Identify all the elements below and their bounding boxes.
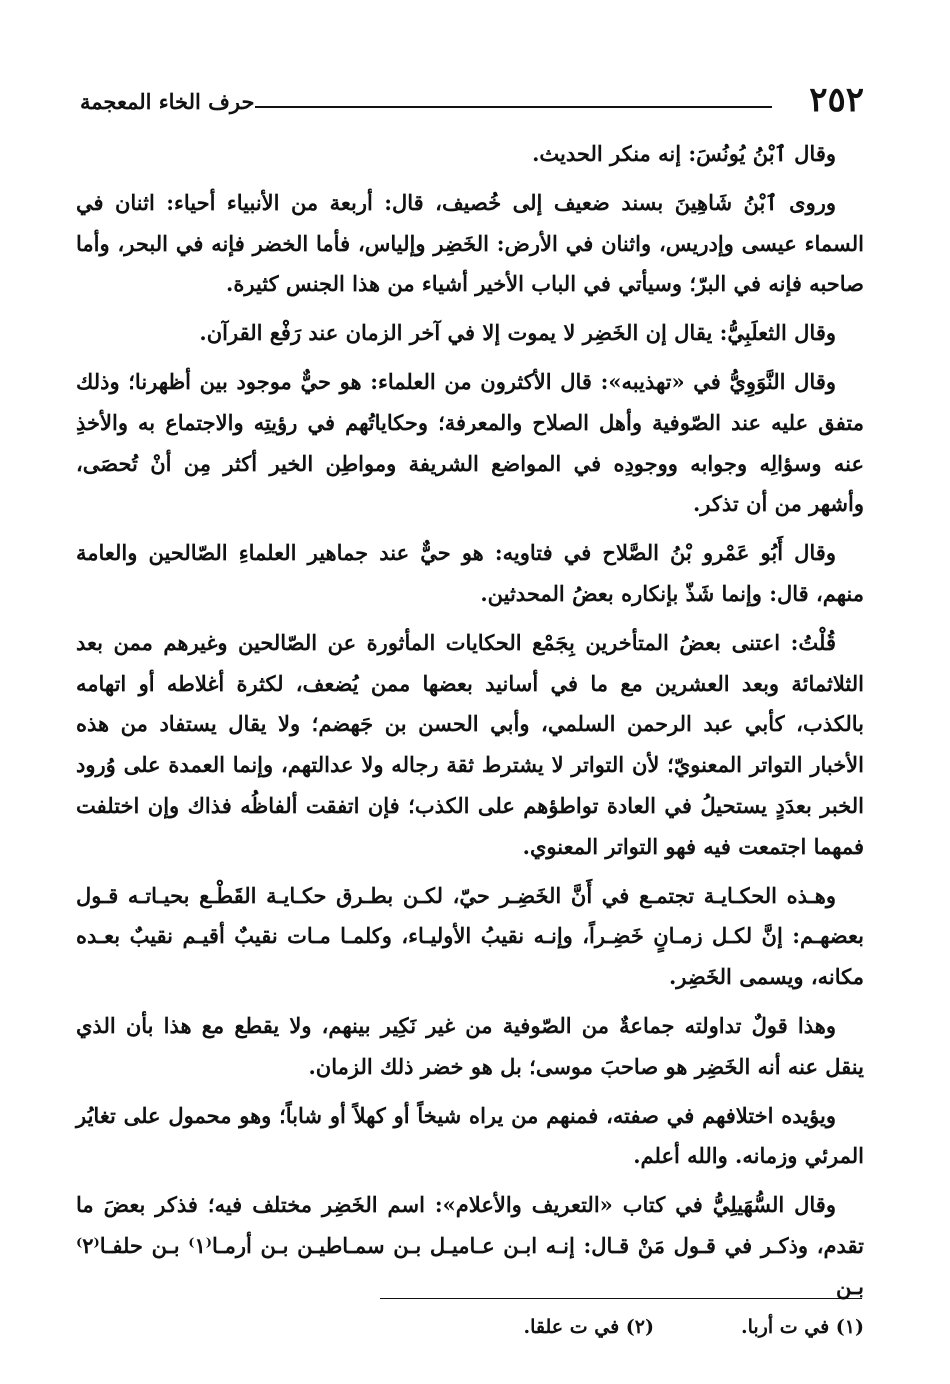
paragraph: وقال أَبُو عَمْرو بْنُ الصَّلاح في فتاويه: هو حيٌّ عند جماهير العلماءِ الصّالحين والعامة منهم، قال: وإنما شَذّ بإنكاره بعضُ المحدثين. [76, 540, 864, 606]
footnotes [80, 1314, 864, 1344]
paragraph: وقال النَّوَوِيُّ في «تهذيبه»: قال الأكثرون من العلماء: هو حيٌّ موجود بين أظهرنا؛ وذلك متفق عليه عند الصّوفية وأهل الصلاح والمعرفة؛ وحكاياتُهم في رؤيتِه والاجتماع به والأخذِ عنه وسؤالِه وجوابه ووجودِه في المواضع الشريفة ومواطِن الخير أكثر مِن أنْ تُحصَى، وأشهر من أن تذكر. [76, 368, 864, 517]
paragraph: وقال ٱبْنُ يُونُسَ: إنه منكر الحديث. [532, 141, 836, 166]
paragraph: ويؤيده اختلافهم في صفته، فمنهم من يراه شيخاً أو كهلاً أو شاباً؛ وهو محمول على تغايُر المرئي وزمانه. والله أعلم. [76, 1102, 864, 1169]
footnote-2: (٢) في ت علقا. [523, 1316, 654, 1338]
page-number: ٢٥٢ [809, 80, 864, 120]
paragraph: وروى ٱبْنُ شَاهِينَ بسند ضعيف إلى خُصيف، قال: أربعة من الأنبياء أحياء: اثنان في السماء عيسى وإدريس، واثنان في الأرض: الخَضِر وإلياس، فأما الخضر فإنه في البحر، وأما صاحبه فإنه في البرّ؛ وسيأتي في الباب الأخير أشياء من هذا الجنس كثيرة. [76, 189, 864, 297]
header-rule [255, 106, 772, 108]
paragraph: وقال السُّهَيلِيُّ في كتاب «التعريف والأعلام»: اسم الخَضِر مختلف فيه؛ فذكر بعضَ ما تقدم، وذكـر في قـول مَنْ قـال: إنـه ابـن عـاميـل بـن سمـاطيـن بـن أرمـا⁽١⁾ بـن حلفـا⁽٢⁾ بـن [76, 1192, 864, 1299]
page-header [80, 82, 864, 122]
paragraph: وهذا قولٌ تداولته جماعةٌ من الصّوفية من غير نَكِير بينهم، ولا يقطع مع هذا بأن الذي ينقل عنه أنه الخَضِر هو صاحبَ موسى؛ بل هو خضر ذلك الزمان. [76, 1012, 864, 1079]
main-text [76, 134, 864, 1316]
paragraph: وهـذه الحكـايـة تجتمـع في أَنَّ الخَضِـر حيّ، لكـن بطـرق حكـايـة القَطْـع بحيـاتـه قـول بعضهـم: إنَّ لكـل زمـانٍ خَضِـراً، وإنـه نقيبُ الأوليـاء، وكلمـا مـات نقيبٌ أقيـم نقيبٌ بعـده مكانه، ويسمى الخَضِر. [76, 882, 864, 990]
footnote-1: (١) في ت أربا. [740, 1316, 864, 1338]
paragraph: وقال الثعلَبِيُّ: يقال إن الخَضِر لا يموت إلا في آخر الزمان عند رَفْع القرآن. [199, 320, 836, 346]
paragraph: قُلْتُ: اعتنى بعضُ المتأخرين بِجَمْع الحكايات المأثورة عن الصّالحين وغيرهم ممن بعد الثلاثمائة وبعد العشرين مع ما في أسانيد بعضها ممن يُضعف، لكثرة أغلاطه أو اتهامه بالكذب، كأبي عبد الرحمن السلمي، وأبي الحسن بن جَهضم؛ ولا يقال يستفاد من هذه الأخبار التواتر المعنويّ؛ لأن التواتر لا يشترط ثقة رجاله ولا عدالتهم، وإنما العمدة على وُرود الخبر بعدَدٍ يستحيلُ في العادة تواطؤهم على الكذب؛ فإن اتفقت ألفاظُه فذاك وإن اختلفت فمهما اجتمعت فيه فهو التواتر المعنوي. [76, 629, 864, 859]
running-title: حرف الخاء المعجمة [80, 89, 255, 114]
footnote-rule [380, 1298, 862, 1299]
